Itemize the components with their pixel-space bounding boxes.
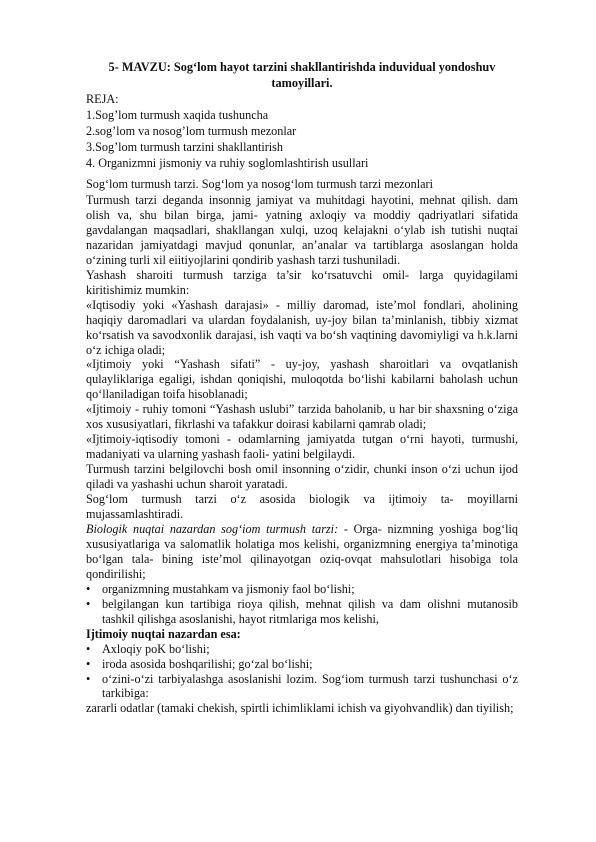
- paragraph: «Iqtisodiy yoki «Yashash darajasi» - milliy daromad, iste’mol fondlari, aholining haqiqiy daromadlari va ulardan foydalanish, uy-joy bilan ta’minlanish, tibbiy xizmat ko‘rsatish va savodxonlik darajasi, ish vaqti va bo‘sh vaqtining davomiyligi va h.k.larni o‘z ichiga oladi;: [86, 297, 518, 357]
- biologik-text: - Orga- nizmning yoshiga bog‘liq xususiyatlariga va salomatlik holatiga mos kelishi, organizmning energiya ta’minotiga bo‘lgan tala- bining iste’mol qilinayotgan oziq-ovqat mahsulotlari hisobiga tola qondirilishi;: [86, 521, 518, 581]
- list-item: [86, 657, 518, 672]
- bullet-icon: •: [86, 581, 91, 596]
- plan-item: 4. Organizmni jismoniy va ruhiy soglomlashtirish usullari: [86, 156, 369, 170]
- section-subheading: Sog‘lom turmush tarzi. Sog‘lom ya nosog‘lom turmush tarzi mezonlari: [86, 177, 433, 191]
- paragraph: «Ijtimoiy yoki “Yashash sifati” - uy-joy, yashash sharoitlari va ovqatlanish qulayliklariga egaligi, ishdan qoniqishi, muloqotda bo‘lishi kabilarni baholash uchun qo‘llaniladigan toifa hisoblanadi;: [86, 357, 518, 402]
- list-item: [86, 642, 518, 657]
- paragraph: Yashash sharoiti turmush tarziga ta’sir ko‘rsatuvchi omil- larga quyidagilami kiritishimiz mumkin:: [86, 267, 518, 297]
- body-text: [86, 193, 518, 716]
- list-item-text: organizmning mustahkam va jismoniy faol bo‘lishi;: [102, 581, 355, 596]
- bullet-icon: •: [86, 596, 91, 611]
- list-item-text: o‘zini-o‘zi tarbiyalashga asoslanishi lozim. Sog‘iom turmush tarzi tushunchasi o‘z tarkibiga:: [102, 671, 518, 701]
- page-title: 5- MAVZU: Sog‘lom hayot tarzini shakllantirishda induvidual yondoshuv tamoyillari.: [108, 60, 496, 90]
- plan-heading: REJA:: [86, 92, 119, 106]
- biologik-label: Biologik nuqtai nazardan sog‘iom turmush tarzi:: [86, 521, 339, 536]
- biologik-paragraph: [86, 522, 518, 582]
- paragraph: Sog‘lom turmush tarzi o‘z asosida biologik va ijtimoiy ta- moyillarni mujassamlashtiradi.: [86, 492, 518, 522]
- paragraph: «Ijtimoiy - ruhiy tomoni “Yashash uslubi” tarzida baholanib, u har bir shaxsning o‘ziga xos xususiyatlari, fikrlashi va tafakkur doirasi kabilarni qamrab oladi;: [86, 402, 518, 432]
- paragraph: Turmush tarzini belgilovchi bosh omil insonning o‘zidir, chunki inson o‘zi uchun ijod qiladi va yashashi uchun sharoit yaratadi.: [86, 462, 518, 492]
- list-item-text: belgilangan kun tartibiga rioya qilish, mehnat qilish va dam olishni mutanosib tashkil qilishga asoslanishi, hayot ritmlariga mos kelishi,: [102, 596, 518, 626]
- paragraph: Turmush tarzi deganda insonnig jamiyat va muhitdagi hayotini, mehnat qilish. dam olish va, shu bilan birga, jami- yatning axloqiy va moddiy qadriyatlari sifatida gavdalangan maqsadlari, shakllangan xulqi, uzoq kelajakni o‘ylab ish tutishi nuqtai nazaridan jamiyatdagi mavjud qonunlar, an’analar va tartiblarga asoslangan holda o‘zining turli xil eiitiyojlarini qondirib yashash tarzi tushuniladi.: [86, 193, 518, 267]
- bullet-icon: •: [86, 641, 91, 656]
- plan-item: 1.Sog’lom turmush xaqida tushuncha: [86, 108, 269, 122]
- list-item-text: iroda asosida boshqarilishi; go‘zal bo‘lishi;: [102, 656, 313, 671]
- list-item: [86, 597, 518, 627]
- plan-item: 2.sog’lom va nosog’lom turmush mezonlar: [86, 124, 297, 138]
- plan-item: 3.Sog’lom turmush tarzini shakllantirish: [86, 140, 284, 154]
- list-item: [86, 582, 518, 597]
- list-item-text: Axloqiy poK bo‘lishi;: [102, 641, 210, 656]
- bullet-icon: •: [86, 671, 91, 686]
- ijtimoiy-heading: Ijtimoiy nuqtai nazardan esa:: [86, 626, 241, 641]
- paragraph: «Ijtimoiy-iqtisodiy tomoni - odamlarning jamiyatda tutgan o‘rni hayoti, turmushi, madaniyati va ularning yashash faoli- yatini belgilaydi.: [86, 432, 518, 462]
- list-item: [86, 672, 518, 702]
- bullet-icon: •: [86, 656, 91, 671]
- closing-paragraph: zararli odatlar (tamaki chekish, spirtli ichimliklami ichish va giyohvandlik) dan tiyilish;: [86, 701, 514, 716]
